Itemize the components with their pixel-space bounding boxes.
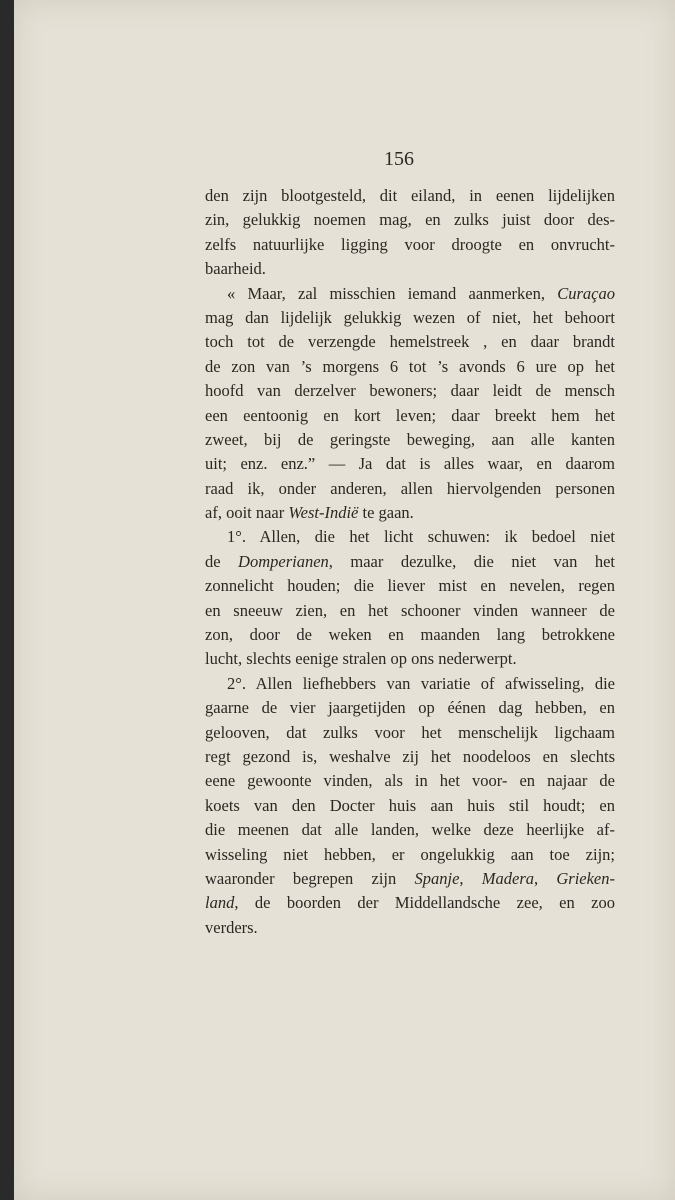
italic-text: Grieken- [556, 868, 615, 888]
text-run: zon, door de weken en maanden lang betrokkene [205, 625, 615, 645]
text-line [205, 769, 615, 793]
text-line [205, 306, 615, 330]
italic-text: land [205, 893, 235, 913]
text-run: een eentoonig en kort leven; daar breekt hem het [205, 405, 615, 425]
text-run: de zon van ’s morgens 6 tot ’s avonds 6 ure op het [205, 356, 615, 376]
text-run: , maar dezulke, die niet van het [328, 551, 615, 571]
text-run: eene gewoonte vinden, als in het voor- en najaar de [205, 771, 615, 791]
text-run: 2°. Allen liefhebbers van variatie of afwisseling, die [227, 673, 615, 693]
text-run: regt gezond is, weshalve zij het noodeloos en slechts [205, 746, 615, 766]
text-line [205, 184, 615, 208]
text-line [205, 867, 615, 891]
italic-text: West-Indië [288, 503, 359, 523]
text-run: den zijn blootgesteld, dit eiland, in eenen lijdelijken [205, 186, 615, 205]
text-run: af, ooit naar [205, 503, 289, 523]
text-line [205, 404, 615, 428]
text-line [205, 550, 615, 574]
text-line [205, 355, 615, 379]
text-line [205, 428, 615, 452]
italic-text: Spanje [414, 868, 460, 888]
paragraph [205, 282, 615, 526]
text-line [205, 501, 615, 525]
text-line [205, 452, 615, 476]
text-line [205, 745, 615, 769]
text-run: 1°. Allen, die het licht schuwen: ik bedoel niet [227, 527, 615, 547]
text-line [205, 379, 615, 403]
text-run: de [205, 551, 239, 571]
italic-text: Madera [481, 868, 535, 888]
text-line [205, 233, 615, 257]
text-run: « Maar, zal misschien iemand aanmerken, [227, 283, 558, 303]
text-line [205, 696, 615, 720]
text-run: , [459, 868, 482, 888]
text-run: mag dan lijdelijk gelukkig wezen of niet, het behoort [205, 307, 615, 327]
text-run: toch tot de verzengde hemelstreek , en daar brandt [205, 332, 615, 352]
text-line [205, 721, 615, 745]
text-line [205, 891, 615, 915]
text-line [205, 623, 615, 647]
text-run: gelooven, dat zulks voor het menschelijk ligchaam [205, 722, 615, 742]
text-run: verders. [205, 917, 258, 937]
text-line [205, 282, 615, 306]
italic-text: Domperianen [238, 551, 329, 571]
book-page [14, 0, 675, 1200]
text-run: te gaan. [358, 503, 414, 523]
italic-text: Curaçao [557, 283, 615, 303]
text-line [205, 599, 615, 623]
text-run: , de boorden der Middellandsche zee, en zoo [234, 893, 615, 913]
text-run: die meenen dat alle landen, welke deze heerlijke af- [205, 820, 615, 840]
text-line [205, 647, 615, 671]
text-run: gaarne de vier jaargetijden op éénen dag hebben, en [205, 698, 615, 718]
text-line [205, 794, 615, 818]
text-run: zelfs natuurlijke ligging voor droogte en onvrucht- [205, 234, 615, 254]
text-line [205, 257, 615, 281]
page-number: 156 [384, 148, 414, 170]
text-line [205, 916, 615, 940]
text-line [205, 574, 615, 598]
text-line [205, 818, 615, 842]
text-run: hoofd van derzelver bewoners; daar leidt de mensch [205, 381, 615, 401]
text-run: zin, gelukkig noemen mag, en zulks juist door des- [205, 210, 615, 230]
text-run: lucht, slechts eenige stralen op ons nederwerpt. [205, 649, 517, 669]
text-run: , [534, 868, 557, 888]
text-line [205, 672, 615, 696]
paragraph [205, 525, 615, 671]
text-run: uit; enz. enz.” — Ja dat is alles waar, en daarom [205, 454, 615, 474]
text-block [205, 184, 615, 940]
text-line [205, 208, 615, 232]
paragraph [205, 184, 615, 282]
text-run: zonnelicht houden; die liever mist en nevelen, regen [205, 576, 615, 596]
text-run: wisseling niet hebben, er ongelukkig aan toe zijn; [205, 844, 615, 864]
text-run: baarheid. [205, 259, 266, 279]
text-run: raad ik, onder anderen, allen hiervolgenden personen [205, 478, 615, 498]
text-run: zweet, bij de geringste beweging, aan alle kanten [205, 429, 615, 449]
text-run: koets van den Docter huis aan huis stil houdt; en [205, 795, 615, 815]
text-line [205, 477, 615, 501]
text-run: en sneeuw zien, en het schooner vinden wanneer de [205, 600, 615, 620]
text-line [205, 525, 615, 549]
text-run: waaronder begrepen zijn [205, 868, 415, 888]
paragraph [205, 672, 615, 940]
text-line [205, 843, 615, 867]
text-line [205, 330, 615, 354]
